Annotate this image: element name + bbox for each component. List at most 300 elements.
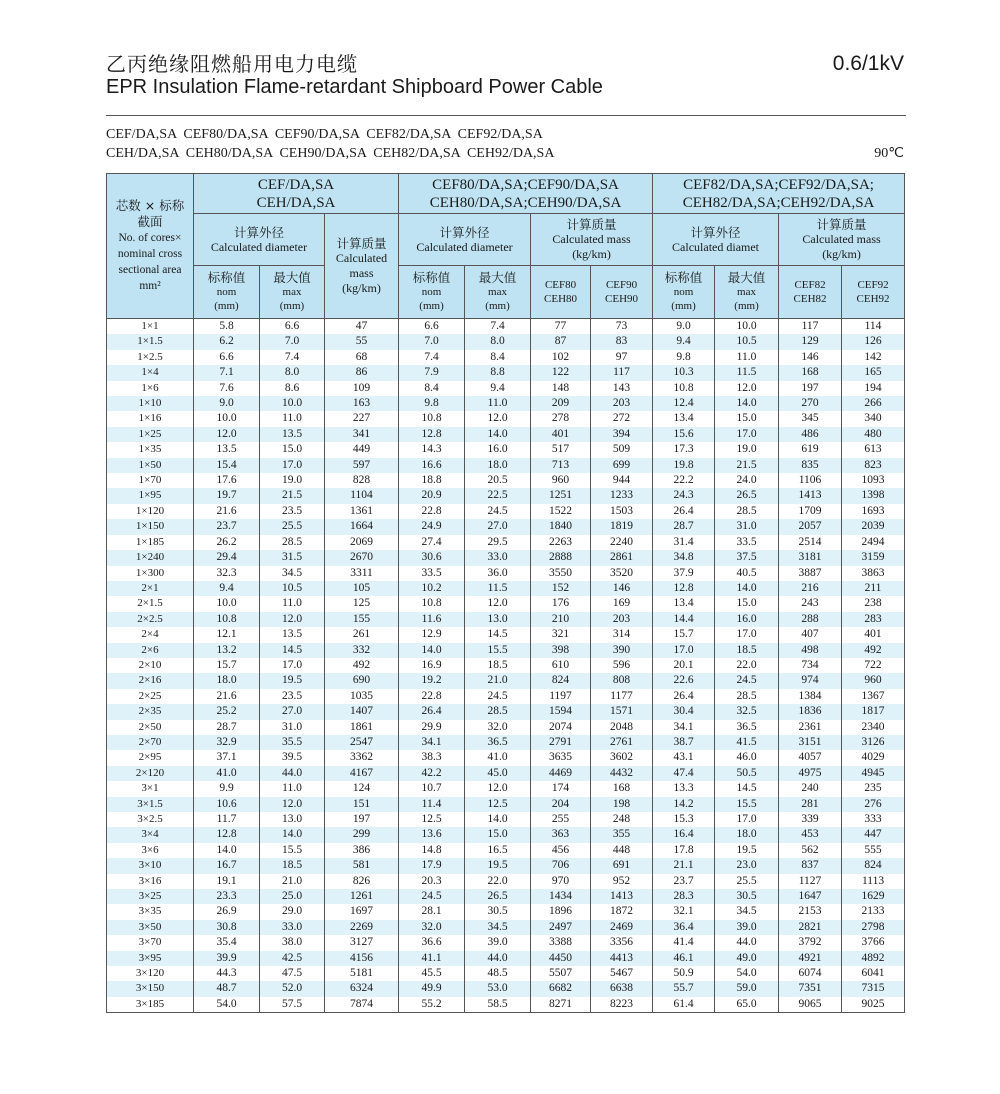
table-cell: 22.8 — [399, 689, 465, 704]
table-cell: 19.7 — [194, 488, 260, 503]
table-cell: 210 — [531, 612, 591, 627]
table-cell: 386 — [325, 843, 399, 858]
table-cell: 26.5 — [465, 889, 531, 904]
table-cell: 17.3 — [653, 442, 715, 457]
table-cell: 55 — [325, 334, 399, 349]
table-cell: 18.0 — [194, 673, 260, 688]
table-cell: 407 — [779, 627, 842, 642]
model-line-2: CEH/DA,SA CEH80/DA,SA CEH90/DA,SA CEH82/DA,SA CEH92/DA,SA — [106, 146, 555, 161]
table-cell: 19.0 — [715, 442, 779, 457]
table-cell: 1093 — [842, 473, 905, 488]
cell-cores-section: 1×25 — [107, 427, 194, 442]
table-cell: 44.3 — [194, 966, 260, 981]
table-cell: 10.7 — [399, 781, 465, 796]
table-cell: 1384 — [779, 689, 842, 704]
cell-cores-section: 2×4 — [107, 627, 194, 642]
table-cell: 734 — [779, 658, 842, 673]
table-cell: 8.0 — [465, 334, 531, 349]
table-row — [107, 535, 905, 550]
header-g1-max: 最大值 max (mm) — [260, 266, 325, 319]
table-cell: 8223 — [591, 997, 653, 1013]
table-cell: 4892 — [842, 951, 905, 966]
table-cell: 2039 — [842, 519, 905, 534]
table-cell: 8.0 — [260, 365, 325, 380]
table-cell: 10.6 — [194, 797, 260, 812]
table-cell: 65.0 — [715, 997, 779, 1013]
table-cell: 14.3 — [399, 442, 465, 457]
cell-cores-section: 1×6 — [107, 381, 194, 396]
table-cell: 146 — [779, 350, 842, 365]
table-cell: 10.0 — [194, 596, 260, 611]
table-cell: 1104 — [325, 488, 399, 503]
table-cell: 243 — [779, 596, 842, 611]
table-cell: 960 — [531, 473, 591, 488]
table-cell: 32.1 — [653, 904, 715, 919]
table-cell: 4432 — [591, 766, 653, 781]
table-cell: 49.9 — [399, 981, 465, 996]
table-cell: 3362 — [325, 750, 399, 765]
table-row — [107, 658, 905, 673]
header-g1-mass: 计算质量 Calculated mass (kg/km) — [325, 214, 399, 319]
table-cell: 37.5 — [715, 550, 779, 565]
table-cell: 143 — [591, 381, 653, 396]
table-cell: 7.9 — [399, 365, 465, 380]
table-cell: 12.0 — [260, 797, 325, 812]
table-cell: 16.9 — [399, 658, 465, 673]
table-cell: 1819 — [591, 519, 653, 534]
cell-cores-section: 3×35 — [107, 904, 194, 919]
table-cell: 4450 — [531, 951, 591, 966]
table-cell: 19.5 — [465, 858, 531, 873]
table-cell: 10.0 — [194, 411, 260, 426]
header-g1-diameter: 计算外径 Calculated diameter — [194, 214, 325, 266]
table-cell: 114 — [842, 319, 905, 335]
table-cell: 1398 — [842, 488, 905, 503]
table-cell: 15.5 — [465, 643, 531, 658]
table-cell: 345 — [779, 411, 842, 426]
table-cell: 40.5 — [715, 566, 779, 581]
table-cell: 129 — [779, 334, 842, 349]
header-g1-nom: 标称值 nom (mm) — [194, 266, 260, 319]
table-cell: 266 — [842, 396, 905, 411]
table-cell: 43.1 — [653, 750, 715, 765]
cell-cores-section: 1×95 — [107, 488, 194, 503]
cell-cores-section: 2×120 — [107, 766, 194, 781]
table-cell: 826 — [325, 874, 399, 889]
table-cell: 12.0 — [260, 612, 325, 627]
header-g3-max: 最大值 max (mm) — [715, 266, 779, 319]
table-cell: 54.0 — [715, 966, 779, 981]
header-group-1: CEF/DA,SA CEH/DA,SA — [194, 174, 399, 214]
table-cell: 41.0 — [465, 750, 531, 765]
table-cell: 31.4 — [653, 535, 715, 550]
table-cell: 34.8 — [653, 550, 715, 565]
table-cell: 36.4 — [653, 920, 715, 935]
table-cell: 3635 — [531, 750, 591, 765]
table-cell: 19.8 — [653, 458, 715, 473]
table-cell: 26.4 — [399, 704, 465, 719]
table-cell: 26.5 — [715, 488, 779, 503]
table-cell: 2153 — [779, 904, 842, 919]
table-cell: 4469 — [531, 766, 591, 781]
table-cell: 20.3 — [399, 874, 465, 889]
table-cell: 6638 — [591, 981, 653, 996]
table-cell: 1127 — [779, 874, 842, 889]
table-cell: 597 — [325, 458, 399, 473]
table-cell: 10.2 — [399, 581, 465, 596]
table-cell: 38.7 — [653, 735, 715, 750]
table-cell: 209 — [531, 396, 591, 411]
table-cell: 2069 — [325, 535, 399, 550]
table-cell: 970 — [531, 874, 591, 889]
table-cell: 68 — [325, 350, 399, 365]
table-cell: 58.5 — [465, 997, 531, 1013]
table-cell: 339 — [779, 812, 842, 827]
table-cell: 8271 — [531, 997, 591, 1013]
table-row — [107, 488, 905, 503]
table-cell: 3311 — [325, 566, 399, 581]
table-cell: 581 — [325, 858, 399, 873]
table-cell: 240 — [779, 781, 842, 796]
table-cell: 2074 — [531, 720, 591, 735]
table-cell: 517 — [531, 442, 591, 457]
table-cell: 14.4 — [653, 612, 715, 627]
table-cell: 28.7 — [194, 720, 260, 735]
table-cell: 50.9 — [653, 966, 715, 981]
header-g2-max: 最大值 max (mm) — [465, 266, 531, 319]
table-cell: 13.3 — [653, 781, 715, 796]
table-cell: 808 — [591, 673, 653, 688]
cell-cores-section: 3×150 — [107, 981, 194, 996]
table-cell: 15.5 — [715, 797, 779, 812]
table-cell: 36.0 — [465, 566, 531, 581]
table-cell: 29.0 — [260, 904, 325, 919]
table-cell: 7874 — [325, 997, 399, 1013]
table-row — [107, 997, 905, 1013]
table-cell: 17.0 — [715, 427, 779, 442]
table-cell: 824 — [531, 673, 591, 688]
table-cell: 248 — [591, 812, 653, 827]
table-row — [107, 396, 905, 411]
table-cell: 4413 — [591, 951, 653, 966]
table-cell: 2888 — [531, 550, 591, 565]
table-cell: 15.4 — [194, 458, 260, 473]
table-cell: 211 — [842, 581, 905, 596]
table-cell: 449 — [325, 442, 399, 457]
table-cell: 11.4 — [399, 797, 465, 812]
cell-cores-section: 2×16 — [107, 673, 194, 688]
cell-cores-section: 1×1.5 — [107, 334, 194, 349]
table-cell: 6.6 — [260, 319, 325, 335]
table-cell: 7.6 — [194, 381, 260, 396]
table-cell: 29.4 — [194, 550, 260, 565]
table-cell: 24.9 — [399, 519, 465, 534]
table-cell: 16.7 — [194, 858, 260, 873]
cell-cores-section: 3×70 — [107, 935, 194, 950]
table-cell: 117 — [591, 365, 653, 380]
table-cell: 155 — [325, 612, 399, 627]
table-cell: 36.5 — [465, 735, 531, 750]
table-cell: 447 — [842, 827, 905, 842]
table-cell: 31.0 — [715, 519, 779, 534]
header-g3-mass-1: CEF82 CEH82 — [779, 266, 842, 319]
table-cell: 3792 — [779, 935, 842, 950]
table-cell: 1251 — [531, 488, 591, 503]
table-cell: 12.0 — [465, 781, 531, 796]
table-cell: 15.0 — [465, 827, 531, 842]
table-cell: 11.0 — [260, 781, 325, 796]
table-row — [107, 643, 905, 658]
table-cell: 12.9 — [399, 627, 465, 642]
table-cell: 102 — [531, 350, 591, 365]
table-cell: 1594 — [531, 704, 591, 719]
table-cell: 117 — [779, 319, 842, 335]
table-row — [107, 566, 905, 581]
table-cell: 22.2 — [653, 473, 715, 488]
table-cell: 47.5 — [260, 966, 325, 981]
table-cell: 13.0 — [465, 612, 531, 627]
table-cell: 44.0 — [465, 951, 531, 966]
table-cell: 41.1 — [399, 951, 465, 966]
table-cell: 21.5 — [715, 458, 779, 473]
table-cell: 47.4 — [653, 766, 715, 781]
table-cell: 87 — [531, 334, 591, 349]
table-cell: 9.9 — [194, 781, 260, 796]
table-cell: 332 — [325, 643, 399, 658]
table-cell: 36.6 — [399, 935, 465, 950]
table-cell: 355 — [591, 827, 653, 842]
table-row — [107, 581, 905, 596]
table-cell: 1522 — [531, 504, 591, 519]
table-cell: 837 — [779, 858, 842, 873]
cell-cores-section: 3×4 — [107, 827, 194, 842]
table-cell: 2361 — [779, 720, 842, 735]
table-row — [107, 350, 905, 365]
table-cell: 453 — [779, 827, 842, 842]
table-cell: 17.0 — [260, 658, 325, 673]
cell-cores-section: 2×25 — [107, 689, 194, 704]
table-cell: 20.1 — [653, 658, 715, 673]
table-cell: 4057 — [779, 750, 842, 765]
cell-cores-section: 1×4 — [107, 365, 194, 380]
cell-cores-section: 2×1 — [107, 581, 194, 596]
table-cell: 3550 — [531, 566, 591, 581]
table-cell: 203 — [591, 396, 653, 411]
table-cell: 238 — [842, 596, 905, 611]
table-cell: 2791 — [531, 735, 591, 750]
table-cell: 9.4 — [194, 581, 260, 596]
table-row — [107, 673, 905, 688]
cell-cores-section: 1×185 — [107, 535, 194, 550]
table-cell: 27.4 — [399, 535, 465, 550]
table-cell: 2670 — [325, 550, 399, 565]
table-cell: 18.5 — [260, 858, 325, 873]
table-cell: 10.8 — [399, 411, 465, 426]
table-cell: 11.5 — [715, 365, 779, 380]
cell-cores-section: 1×120 — [107, 504, 194, 519]
cell-cores-section: 2×1.5 — [107, 596, 194, 611]
table-cell: 1840 — [531, 519, 591, 534]
table-cell: 1407 — [325, 704, 399, 719]
table-cell: 10.0 — [260, 396, 325, 411]
table-cell: 2133 — [842, 904, 905, 919]
table-cell: 4945 — [842, 766, 905, 781]
table-cell: 39.9 — [194, 951, 260, 966]
table-cell: 48.5 — [465, 966, 531, 981]
cell-cores-section: 3×25 — [107, 889, 194, 904]
table-cell: 321 — [531, 627, 591, 642]
table-cell: 3181 — [779, 550, 842, 565]
table-cell: 34.1 — [399, 735, 465, 750]
table-cell: 1697 — [325, 904, 399, 919]
table-cell: 2057 — [779, 519, 842, 534]
table-cell: 35.4 — [194, 935, 260, 950]
table-cell: 13.4 — [653, 411, 715, 426]
table-cell: 11.7 — [194, 812, 260, 827]
table-cell: 10.3 — [653, 365, 715, 380]
table-cell: 363 — [531, 827, 591, 842]
table-cell: 122 — [531, 365, 591, 380]
cell-cores-section: 3×1.5 — [107, 797, 194, 812]
table-cell: 5507 — [531, 966, 591, 981]
header-cores-section: 芯数 × 标称 截面 No. of cores× nominal cross sectional area mm² — [107, 174, 194, 319]
cell-cores-section: 1×300 — [107, 566, 194, 581]
cell-cores-section: 3×120 — [107, 966, 194, 981]
table-cell: 21.0 — [260, 874, 325, 889]
table-cell: 26.4 — [653, 689, 715, 704]
table-cell: 23.5 — [260, 504, 325, 519]
table-cell: 24.5 — [399, 889, 465, 904]
table-cell: 1197 — [531, 689, 591, 704]
table-cell: 33.5 — [715, 535, 779, 550]
table-cell: 3766 — [842, 935, 905, 950]
table-cell: 41.0 — [194, 766, 260, 781]
table-cell: 283 — [842, 612, 905, 627]
cell-cores-section: 1×35 — [107, 442, 194, 457]
table-cell: 509 — [591, 442, 653, 457]
header-g2-nom: 标称值 nom (mm) — [399, 266, 465, 319]
table-cell: 142 — [842, 350, 905, 365]
table-cell: 6682 — [531, 981, 591, 996]
cell-cores-section: 2×70 — [107, 735, 194, 750]
table-cell: 21.6 — [194, 689, 260, 704]
table-cell: 7.4 — [399, 350, 465, 365]
table-cell: 3151 — [779, 735, 842, 750]
table-row — [107, 504, 905, 519]
table-row — [107, 766, 905, 781]
table-cell: 10.8 — [194, 612, 260, 627]
table-cell: 2761 — [591, 735, 653, 750]
table-cell: 2048 — [591, 720, 653, 735]
header-g2-diameter: 计算外径 Calculated diameter — [399, 214, 531, 266]
table-cell: 18.5 — [715, 643, 779, 658]
header-g3-mass-2: CEF92 CEH92 — [842, 266, 905, 319]
table-cell: 30.4 — [653, 704, 715, 719]
table-cell: 148 — [531, 381, 591, 396]
table-cell: 12.4 — [653, 396, 715, 411]
table-cell: 14.2 — [653, 797, 715, 812]
cell-cores-section: 1×150 — [107, 519, 194, 534]
table-cell: 16.0 — [465, 442, 531, 457]
table-cell: 5.8 — [194, 319, 260, 335]
table-cell: 126 — [842, 334, 905, 349]
table-row — [107, 627, 905, 642]
table-cell: 29.9 — [399, 720, 465, 735]
table-cell: 944 — [591, 473, 653, 488]
table-cell: 30.6 — [399, 550, 465, 565]
table-cell: 20.5 — [465, 473, 531, 488]
table-cell: 2469 — [591, 920, 653, 935]
table-cell: 10.8 — [653, 381, 715, 396]
table-cell: 3388 — [531, 935, 591, 950]
table-cell: 27.0 — [465, 519, 531, 534]
table-cell: 42.2 — [399, 766, 465, 781]
table-cell: 1861 — [325, 720, 399, 735]
table-cell: 1233 — [591, 488, 653, 503]
table-cell: 45.0 — [465, 766, 531, 781]
table-cell: 59.0 — [715, 981, 779, 996]
table-cell: 23.7 — [194, 519, 260, 534]
table-cell: 7.1 — [194, 365, 260, 380]
table-cell: 15.0 — [715, 411, 779, 426]
temperature-rating: 90℃ — [874, 146, 904, 161]
table-row — [107, 427, 905, 442]
table-cell: 49.0 — [715, 951, 779, 966]
table-cell: 22.6 — [653, 673, 715, 688]
table-cell: 2494 — [842, 535, 905, 550]
table-cell: 2547 — [325, 735, 399, 750]
table-cell: 11.6 — [399, 612, 465, 627]
cell-cores-section: 3×185 — [107, 997, 194, 1013]
table-cell: 23.3 — [194, 889, 260, 904]
table-row — [107, 827, 905, 842]
table-cell: 97 — [591, 350, 653, 365]
table-cell: 952 — [591, 874, 653, 889]
table-cell: 28.7 — [653, 519, 715, 534]
header-g3-nom: 标称值 nom (mm) — [653, 266, 715, 319]
table-cell: 6324 — [325, 981, 399, 996]
table-cell: 169 — [591, 596, 653, 611]
table-row — [107, 843, 905, 858]
table-row — [107, 904, 905, 919]
table-cell: 34.5 — [715, 904, 779, 919]
table-cell: 3520 — [591, 566, 653, 581]
table-cell: 270 — [779, 396, 842, 411]
table-cell: 2514 — [779, 535, 842, 550]
table-cell: 32.5 — [715, 704, 779, 719]
table-cell: 3863 — [842, 566, 905, 581]
table-cell: 1113 — [842, 874, 905, 889]
table-cell: 12.5 — [399, 812, 465, 827]
table-cell: 27.0 — [260, 704, 325, 719]
table-cell: 498 — [779, 643, 842, 658]
table-cell: 24.5 — [465, 689, 531, 704]
cell-cores-section: 3×95 — [107, 951, 194, 966]
cell-cores-section: 1×2.5 — [107, 350, 194, 365]
table-cell: 28.5 — [715, 504, 779, 519]
table-cell: 17.9 — [399, 858, 465, 873]
table-cell: 824 — [842, 858, 905, 873]
table-cell: 610 — [531, 658, 591, 673]
table-cell: 2269 — [325, 920, 399, 935]
cell-cores-section: 1×240 — [107, 550, 194, 565]
table-cell: 39.0 — [715, 920, 779, 935]
table-cell: 11.0 — [715, 350, 779, 365]
table-cell: 33.5 — [399, 566, 465, 581]
table-cell: 1361 — [325, 504, 399, 519]
table-cell: 41.5 — [715, 735, 779, 750]
table-cell: 14.0 — [194, 843, 260, 858]
